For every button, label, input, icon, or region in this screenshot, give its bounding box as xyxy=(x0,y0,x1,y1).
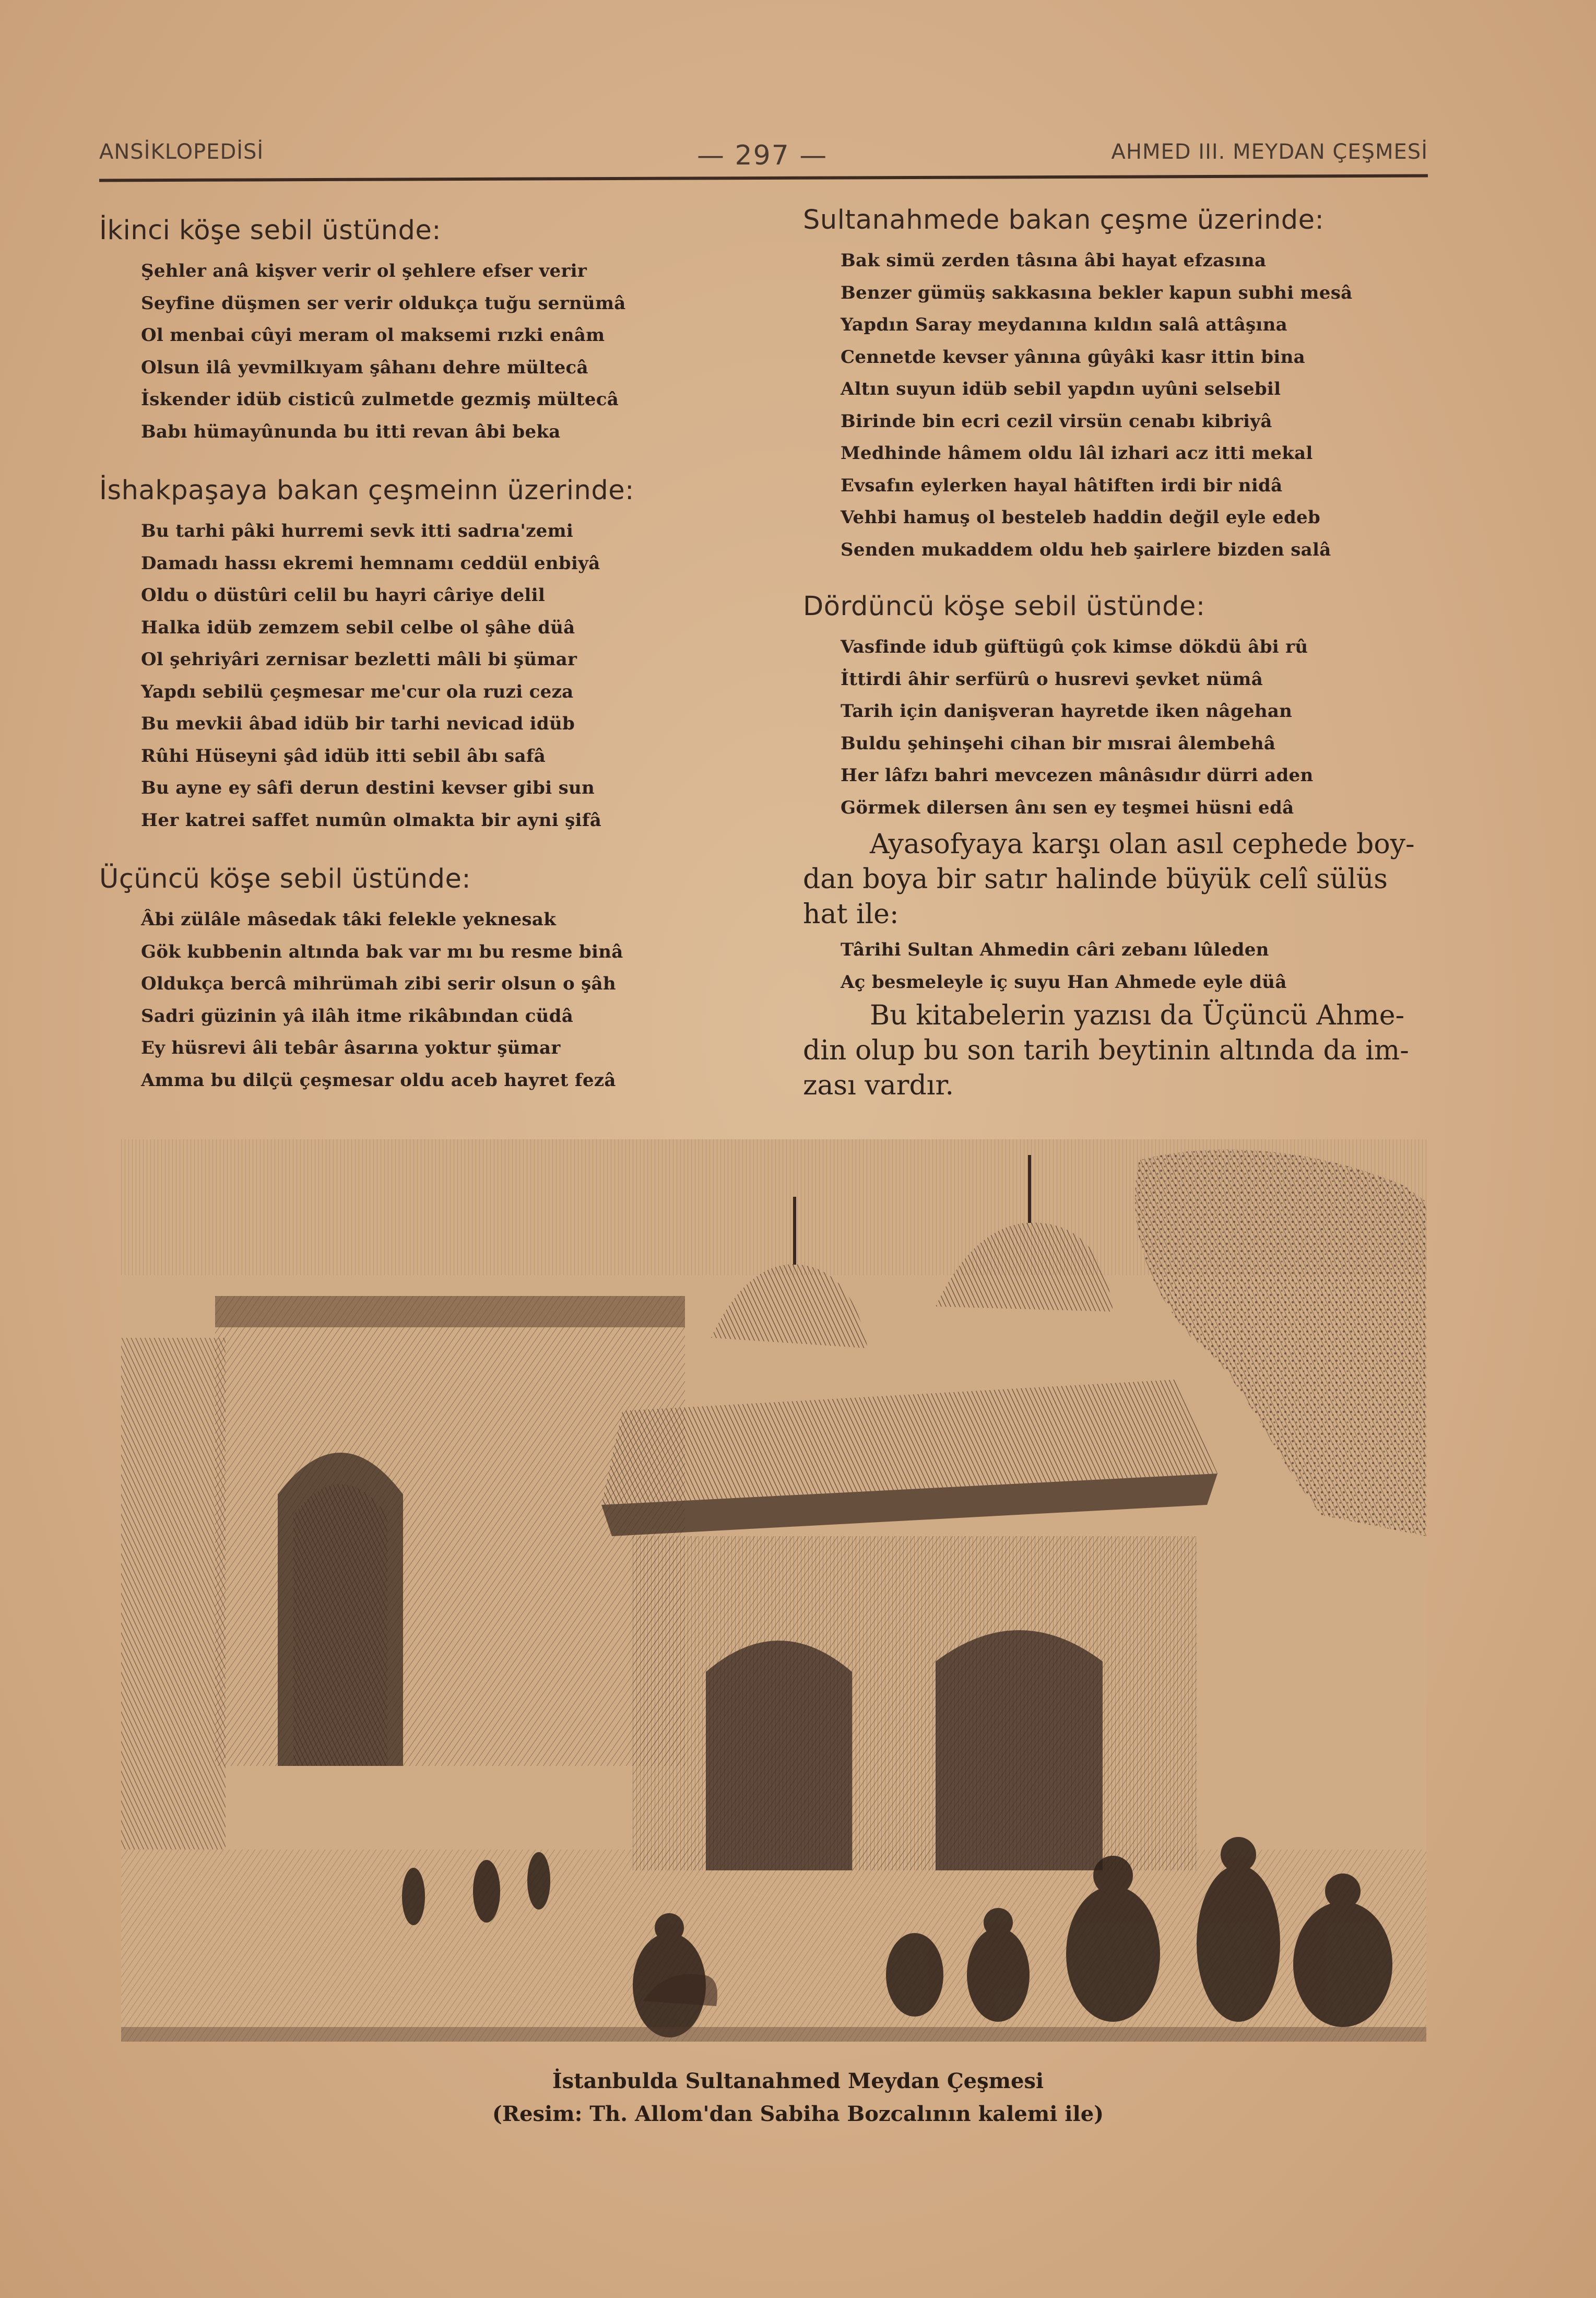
verse-line: Halka idüb zemzem sebil celbe ol şâhe düâ xyxy=(141,617,575,638)
section-heading: İkinci köşe sebil üstünde: xyxy=(99,215,441,246)
verse-line: Her lâfzı bahri mevcezen mânâsıdır dürri aden xyxy=(841,765,1314,786)
verse-line: İttirdi âhir serfürû o husrevi şevket nümâ xyxy=(841,668,1263,690)
verse-line: Oldu o düstûri celil bu hayri câriye delil xyxy=(141,585,546,606)
paragraph-line: din olup bu son tarih beytinin altında da im- xyxy=(803,1035,1409,1066)
verse-line: Cennetde kevser yânına gûyâki kasr ittin bina xyxy=(841,346,1305,368)
paragraph-line: Bu kitabelerin yazısı da Üçüncü Ahme- xyxy=(870,1000,1405,1031)
figure-caption-credit: (Resim: Th. Allom'dan Sabiha Bozcalının kalemi ile) xyxy=(492,2102,1104,2126)
verse-line: Babı hümayûnunda bu itti revan âbi beka xyxy=(141,421,561,442)
verse-line: İskender idüb cisticû zulmetde gezmiş mültecâ xyxy=(141,389,619,410)
verse-line: Yapdın Saray meydanına kıldın salâ attâşına xyxy=(841,314,1287,335)
paragraph-facade xyxy=(803,827,1450,932)
verse-line: Oldukça bercâ mihrümah zibi serir olsun o şâh xyxy=(141,973,616,994)
figure-caption-title: İstanbulda Sultanahmed Meydan Çeşmesi xyxy=(552,2069,1044,2093)
verse-block xyxy=(803,631,1450,824)
page-number: — 297 — xyxy=(697,140,828,171)
section-heading: Sultanahmede bakan çeşme üzerinde: xyxy=(803,205,1325,235)
verse-line: Buldu şehinşehi cihan bir mısrai âlembehâ xyxy=(841,733,1276,754)
verse-line: Damadı hassı ekremi hemnamı ceddül enbiyâ xyxy=(141,552,600,574)
tarih-verse xyxy=(803,934,1450,998)
verse-line: Rûhi Hüseyni şâd idüb itti sebil âbı safâ xyxy=(141,745,546,767)
verse-line: Her katrei saffet numûn olmakta bir ayni şifâ xyxy=(141,809,602,831)
verse-line: Görmek dilersen ânı sen ey teşmei hüsni edâ xyxy=(841,797,1294,818)
verse-line: Ol şehriyâri zernisar bezletti mâli bi şümar xyxy=(141,649,577,670)
verse-block xyxy=(803,245,1450,566)
verse-line: Sadri güzinin yâ ilâh itme rikâbından cüdâ xyxy=(141,1005,574,1027)
verse-line: Bu ayne ey sâfi derun destini kevser gibi sun xyxy=(141,777,595,798)
verse-line: Olsun ilâ yevmilkıyam şâhanı dehre mültecâ xyxy=(141,357,588,378)
verse-line: Yapdı sebilü çeşmesar me'cur ola ruzi ceza xyxy=(141,681,574,702)
verse-line: Ey hüsrevi âli tebâr âsarına yoktur şümar xyxy=(141,1038,561,1058)
verse-block xyxy=(99,515,718,836)
paragraph-signature xyxy=(803,998,1450,1103)
verse-line: Senden mukaddem oldu heb şairlere bizden salâ xyxy=(841,539,1331,560)
section-heading: Dördüncü köşe sebil üstünde: xyxy=(803,591,1205,622)
verse-line: Aç besmeleyle iç suyu Han Ahmede eyle düâ xyxy=(841,971,1287,993)
verse-line: Gök kubbenin altında bak var mı bu resme binâ xyxy=(141,941,623,962)
verse-line: Bak simü zerden tâsına âbi hayat efzasına xyxy=(841,250,1267,271)
verse-line: Bu mevkii âbad idüb bir tarhi nevicad idüb xyxy=(141,713,575,734)
verse-line: Ol menbai cûyi meram ol maksemi rızki enâm xyxy=(141,325,605,346)
verse-line: Evsafın eylerken hayal hâtiften irdi bir nidâ xyxy=(841,475,1283,496)
running-header-title: ANSİKLOPEDİSİ xyxy=(99,140,264,164)
right-column xyxy=(803,205,1450,1103)
verse-line: Âbi zülâle mâsedak tâki felekle yeknesak xyxy=(141,909,557,930)
verse-line: Bu tarhi pâki hurremi sevk itti sadrıa'zemi xyxy=(141,521,574,541)
verse-line: Târihi Sultan Ahmedin câri zebanı lûleden xyxy=(841,939,1269,960)
engraving-fountain-illustration xyxy=(121,1139,1426,2042)
verse-line: Medhinde hâmem oldu lâl izhari acz itti mekal xyxy=(841,443,1313,464)
section-heading: Üçüncü köşe sebil üstünde: xyxy=(99,864,471,894)
paragraph-line: zası vardır. xyxy=(803,1070,954,1101)
running-header-subject: AHMED III. MEYDAN ÇEŞMESİ xyxy=(1111,140,1428,164)
verse-line: Seyfine düşmen ser verir oldukça tuğu sernümâ xyxy=(141,292,626,314)
verse-line: Birinde bin ecri cezil virsün cenabı kibriyâ xyxy=(841,410,1272,432)
header-rule xyxy=(99,174,1428,182)
verse-line: Vasfinde idub güftügû çok kimse dökdü âbi rû xyxy=(841,637,1308,657)
paragraph-line: dan boya bir satır halinde büyük celî sülüs xyxy=(803,864,1388,895)
verse-line: Benzer gümüş sakkasına bekler kapun subhi mesâ xyxy=(841,282,1353,303)
left-column xyxy=(99,215,718,1097)
verse-line: Vehbi hamuş ol besteleb haddin değil eyle edeb xyxy=(841,507,1321,528)
verse-line: Tarih için danişveran hayretde iken nâgehan xyxy=(841,701,1293,722)
section-heading: İshakpaşaya bakan çeşmeinn üzerinde: xyxy=(99,475,634,506)
verse-block xyxy=(99,255,718,448)
paragraph-line: hat ile: xyxy=(803,899,899,930)
verse-block xyxy=(99,904,718,1097)
verse-line: Şehler anâ kişver verir ol şehlere efser verir xyxy=(141,261,587,281)
verse-line: Amma bu dilçü çeşmesar oldu aceb hayret fezâ xyxy=(141,1069,616,1091)
verse-line: Altın suyun idüb sebil yapdın uyûni selsebil xyxy=(841,379,1281,399)
paragraph-line: Ayasofyaya karşı olan asıl cephede boy- xyxy=(870,829,1415,860)
